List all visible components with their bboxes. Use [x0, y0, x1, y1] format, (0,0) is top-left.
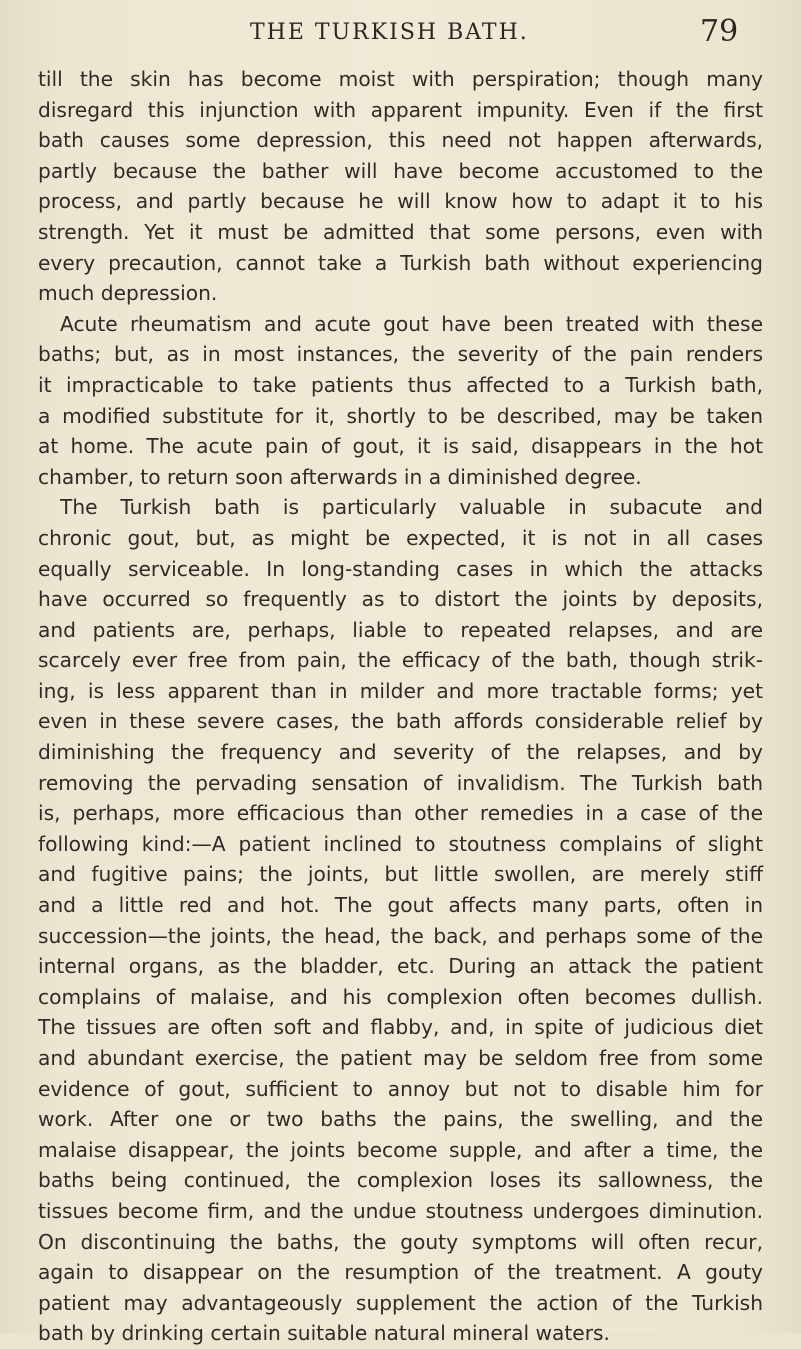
text-line: The tissues are often soft and flabby, and, in spite of judicious diet — [38, 1015, 763, 1040]
text-line: and patients are, perhaps, liable to repeated relapses, and are — [38, 617, 763, 642]
text-line: ing, is less apparent than in milder and more tractable forms; yet — [38, 678, 763, 703]
text-line: have occurred so frequently as to distort the joints by deposits, — [38, 587, 763, 612]
text-line: chamber, to return soon afterwards in a diminished degree. — [38, 464, 642, 489]
text-line: bath by drinking certain suitable natural mineral waters. — [38, 1321, 610, 1346]
text-line: baths being continued, the complexion loses its sallowness, the — [38, 1168, 763, 1193]
text-line: is, perhaps, more efficacious than other remedies in a case of the — [38, 801, 763, 826]
text-line: following kind:—A patient inclined to stoutness complains of slight — [38, 831, 763, 856]
text-line: work. After one or two baths the pains, the swelling, and the — [38, 1107, 763, 1132]
text-line: it impracticable to take patients thus affected to a Turkish bath, — [38, 372, 763, 397]
running-head: THE TURKISH BATH. — [250, 20, 529, 45]
text-line: evidence of gout, sufficient to annoy but not to disable him for — [38, 1076, 763, 1101]
text-line: even in these severe cases, the bath affords considerable relief by — [38, 709, 763, 734]
text-line: baths; but, as in most instances, the severity of the pain renders — [38, 342, 763, 367]
text-line: strength. Yet it must be admitted that some persons, even with — [38, 219, 763, 244]
text-line: internal organs, as the bladder, etc. During an attack the patient — [38, 954, 763, 979]
text-line: much depression. — [38, 281, 218, 306]
text-line: and fugitive pains; the joints, but little swollen, are merely stiff — [38, 862, 763, 887]
text-line: disregard this injunction with apparent impunity. Even if the first — [38, 97, 763, 122]
text-line: chronic gout, but, as might be expected, it is not in all cases — [38, 525, 763, 550]
text-line: at home. The acute pain of gout, it is said, disappears in the hot — [38, 434, 763, 459]
text-line: till the skin has become moist with perspiration; though many — [38, 67, 763, 91]
text-line: succession—the joints, the head, the back, and perhaps some of the — [38, 923, 763, 948]
text-line: removing the pervading sensation of invalidism. The Turkish bath — [38, 770, 763, 795]
text-line: and abundant exercise, the patient may be seldom free from some — [38, 1046, 763, 1070]
text-line: patient may advantageously supplement the action of the Turkish — [38, 1290, 763, 1315]
text-line: bath causes some depression, this need not happen afterwards, — [38, 128, 763, 153]
text-line: diminishing the frequency and severity of the relapses, and by — [38, 740, 763, 765]
text-line: every precaution, cannot take a Turkish bath without experiencing — [38, 250, 763, 275]
text-line: and a little red and hot. The gout affects many parts, often in — [38, 893, 763, 918]
body-text — [38, 64, 763, 1349]
text-line: malaise disappear, the joints become supple, and after a time, the — [38, 1137, 763, 1162]
text-line: a modified substitute for it, shortly to be described, may be taken — [38, 403, 763, 428]
text-line: Acute rheumatism and acute gout have been treated with these — [60, 311, 763, 336]
text-line: process, and partly because he will know how to adapt it to his — [38, 189, 763, 214]
page-header — [0, 14, 801, 58]
text-line: partly because the bather will have become accustomed to the — [38, 158, 763, 183]
text-line: tissues become firm, and the undue stoutness undergoes diminution. — [38, 1198, 763, 1223]
text-line: again to disappear on the resumption of the treatment. A gouty — [38, 1260, 763, 1285]
text-line: scarcely ever free from pain, the efficacy of the bath, though strik- — [38, 648, 763, 673]
text-line: equally serviceable. In long-standing cases in which the attacks — [38, 556, 763, 581]
text-line: The Turkish bath is particularly valuable in subacute and — [60, 495, 763, 520]
page-number: 79 — [700, 14, 739, 49]
text-line: On discontinuing the baths, the gouty symptoms will often recur, — [38, 1229, 763, 1254]
text-line: complains of malaise, and his complexion often becomes dullish. — [38, 984, 763, 1009]
